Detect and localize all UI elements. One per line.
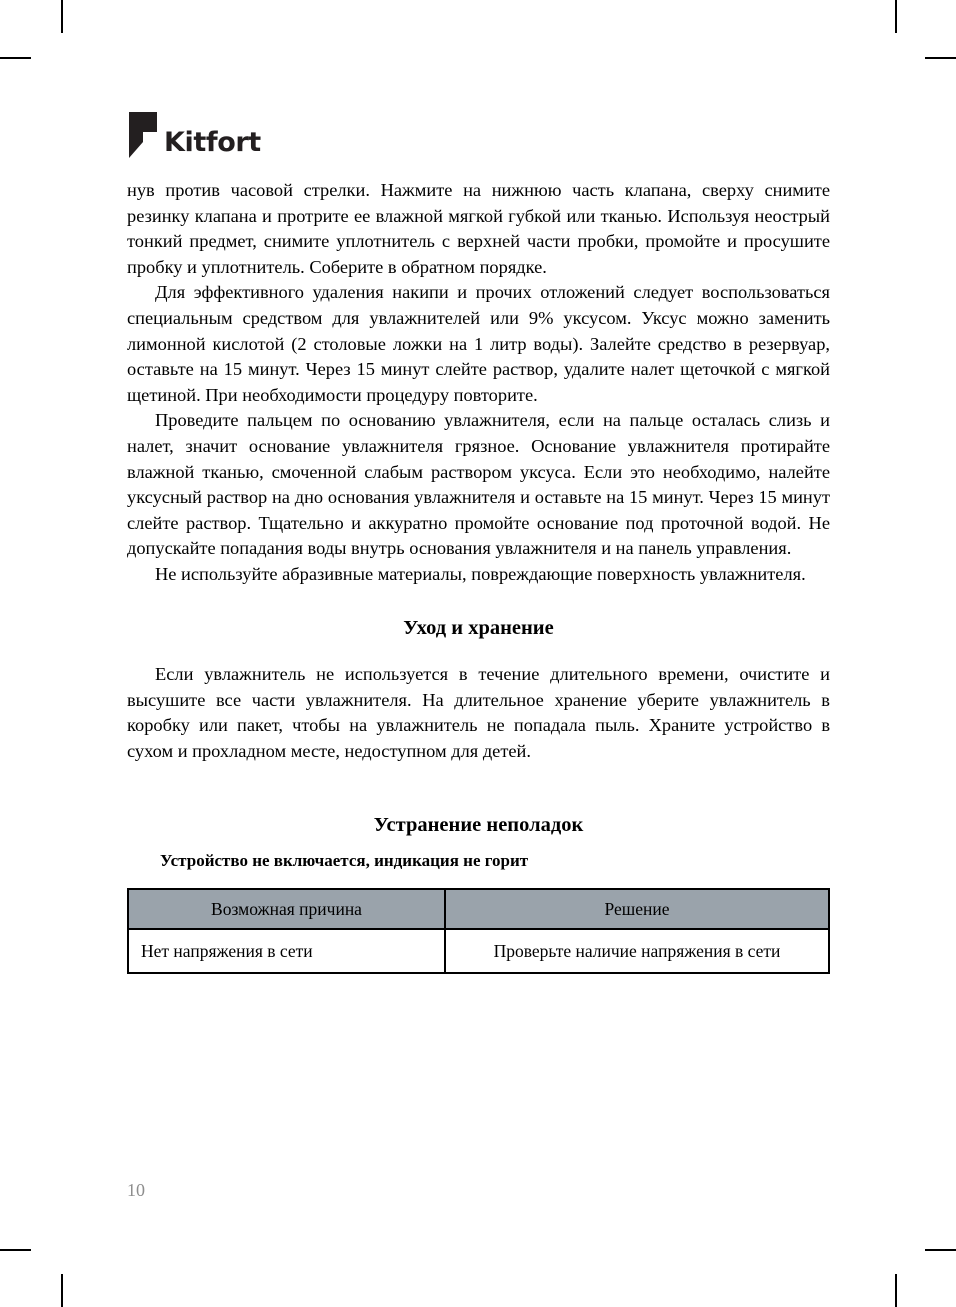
table-header-remedy: Решение: [445, 889, 829, 929]
table-row: [128, 929, 829, 973]
crop-mark-top-left-vertical: [61, 0, 63, 33]
paragraph-storage: Если увлажнитель не используется в течение длительного времени, очистите и высушите все части увлажнителя. На длительное хранение уберите увлажнитель в коробку или пакет, чтобы на увлажнитель не попадала пыль. Храните устройство в сухом и прохладном месте, недоступном для детей.: [127, 664, 830, 761]
crop-mark-top-right-horizontal: [925, 57, 956, 59]
care-text-block: [127, 662, 830, 764]
table-cell-remedy: Проверьте наличие напряжения в сети: [445, 929, 829, 973]
heading-troubleshooting: Устранение неполадок: [373, 814, 584, 836]
heading-care-and-storage: Уход и хранение: [403, 617, 554, 639]
crop-mark-bottom-left-horizontal: [0, 1249, 31, 1251]
crop-mark-bottom-right-vertical: [895, 1274, 897, 1307]
crop-mark-top-left-horizontal: [0, 57, 31, 59]
paragraph-descaling: Для эффективного удаления накипи и прочих отложений следует воспользоваться специальным средством для увлажнителей или 9% уксусом. Уксус можно заменить лимонной кислотой (2 столовые ложки на 1 литр воды). Залейте средство в резервуар, оставьте на 15 минут. Через 15 минут слейте раствор, удалите налет щеточкой с мягкой щетиной. При необходимости процедуру повторите.: [127, 282, 830, 405]
paragraph-base-cleaning: Проведите пальцем по основанию увлажнителя, если на пальце осталась слизь и налет, значит основание увлажнителя грязное. Основание увлажнителя протирайте влажной тканью, смоченной слабым раствором уксуса. Если это необходимо, налейте уксусный раствор на дно основания увлажнителя и оставьте на 15 минут. Через 15 минут слейте раствор. Тщательно и аккуратно промойте основание под проточной водой. Не допускайте попадания воды внутрь основания увлажнителя и на панель управления.: [127, 410, 830, 559]
table-header-row: [128, 889, 829, 929]
troubleshooting-table: [127, 888, 830, 974]
table-header-cause: Возможная причина: [128, 889, 445, 929]
kitfort-flag-icon: [127, 110, 159, 160]
table-cell-cause: Нет напряжения в сети: [128, 929, 445, 973]
crop-mark-bottom-left-vertical: [61, 1274, 63, 1307]
brand-logo: [127, 104, 261, 160]
brand-name: Kitfort: [164, 127, 261, 158]
paragraph-abrasives-warning: Не используйте абразивные материалы, повреждающие поверхность увлажнителя.: [155, 563, 806, 584]
page-number: 10: [127, 1180, 145, 1200]
subheading-no-power: Устройство не включается, индикация не горит: [160, 851, 529, 870]
crop-mark-top-right-vertical: [895, 0, 897, 33]
crop-mark-bottom-right-horizontal: [925, 1249, 956, 1251]
paragraph-continuation: нув против часовой стрелки. Нажмите на нижнюю часть клапана, сверху снимите резинку клапана и протрите ее влажной мягкой губкой или тканью. Используя неострый тонкий предмет, снимите уплотнитель с верхней части пробки, промойте и просушите пробку и уплотнитель. Соберите в обратном порядке.: [127, 180, 830, 277]
document-page: [127, 0, 830, 1307]
body-text-block: [127, 178, 830, 588]
